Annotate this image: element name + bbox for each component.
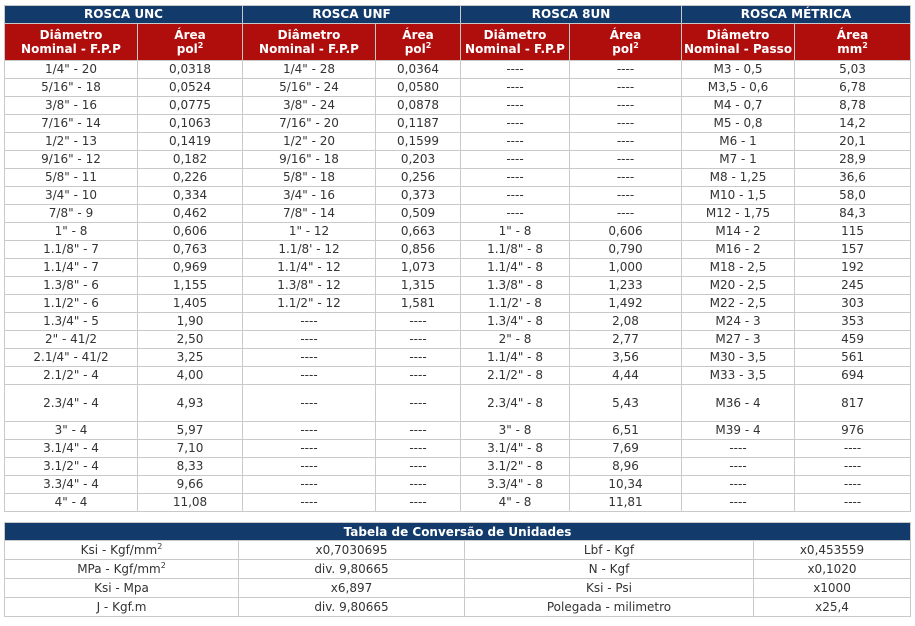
- table-cell: 3/4" - 16: [243, 187, 376, 205]
- table-cell: ----: [570, 133, 682, 151]
- table-cell: ----: [243, 331, 376, 349]
- thread-column-header: [682, 24, 795, 61]
- table-cell: M22 - 2,5: [682, 295, 795, 313]
- table-cell: 0,373: [376, 187, 461, 205]
- table-cell: 3" - 4: [5, 422, 138, 440]
- conversion-cell-text: div. 9,80665: [314, 600, 389, 614]
- table-cell: ----: [461, 133, 570, 151]
- table-row: [5, 295, 911, 313]
- table-cell: 0,334: [138, 187, 243, 205]
- table-cell: 1/4" - 28: [243, 61, 376, 79]
- table-row: [5, 422, 911, 440]
- table-cell: ----: [570, 205, 682, 223]
- table-cell: 1" - 8: [5, 223, 138, 241]
- column-header-line1: Área: [836, 28, 869, 42]
- table-row: [5, 349, 911, 367]
- conversion-table-title: Tabela de Conversão de Unidades: [5, 523, 911, 541]
- table-cell: 0,203: [376, 151, 461, 169]
- conversion-cell-text: Ksi - Kgf/mm: [80, 543, 158, 557]
- column-header-line1: Área: [174, 28, 206, 42]
- table-cell: 6,78: [795, 79, 911, 97]
- table-cell: 14,2: [795, 115, 911, 133]
- table-row: [5, 97, 911, 115]
- table-cell: 0,606: [138, 223, 243, 241]
- table-cell: 1,492: [570, 295, 682, 313]
- table-cell: M6 - 1: [682, 133, 795, 151]
- conversion-row: [5, 560, 911, 579]
- table-cell: 353: [795, 313, 911, 331]
- conversion-cell-text: Polegada - milimetro: [546, 600, 672, 614]
- conversion-row: [5, 598, 911, 617]
- column-header-line2: Nominal - F.P.P: [259, 42, 359, 56]
- conversion-cell: [465, 560, 754, 579]
- column-header-line2: pol: [612, 42, 634, 56]
- table-cell: 0,663: [376, 223, 461, 241]
- table-cell: M24 - 3: [682, 313, 795, 331]
- table-cell: ----: [570, 187, 682, 205]
- conversion-cell: [239, 560, 465, 579]
- conversion-cell: [465, 579, 754, 598]
- table-cell: ----: [461, 205, 570, 223]
- table-cell: 1/2" - 20: [243, 133, 376, 151]
- table-cell: ----: [570, 97, 682, 115]
- table-cell: ----: [461, 151, 570, 169]
- table-cell: 0,0318: [138, 61, 243, 79]
- table-row: [5, 331, 911, 349]
- table-cell: M33 - 3,5: [682, 367, 795, 385]
- table-cell: 192: [795, 259, 911, 277]
- thread-column-header: [461, 24, 570, 61]
- table-cell: ----: [243, 422, 376, 440]
- table-cell: 8,78: [795, 97, 911, 115]
- table-cell: 9,66: [138, 476, 243, 494]
- table-cell: 10,34: [570, 476, 682, 494]
- table-cell: 1,233: [570, 277, 682, 295]
- table-cell: M8 - 1,25: [682, 169, 795, 187]
- column-header-line2: pol: [404, 42, 426, 56]
- table-cell: 0,509: [376, 205, 461, 223]
- conversion-cell-text: x0,1020: [807, 562, 857, 576]
- table-cell: 1,155: [138, 277, 243, 295]
- table-cell: 2" - 41/2: [5, 331, 138, 349]
- table-cell: M3,5 - 0,6: [682, 79, 795, 97]
- table-cell: 7,69: [570, 440, 682, 458]
- table-cell: ----: [461, 97, 570, 115]
- table-cell: 2,77: [570, 331, 682, 349]
- table-cell: ----: [376, 422, 461, 440]
- table-cell: M5 - 0,8: [682, 115, 795, 133]
- column-header-line2: Nominal - F.P.P: [465, 42, 565, 56]
- table-cell: ----: [461, 79, 570, 97]
- table-cell: M3 - 0,5: [682, 61, 795, 79]
- conversion-cell: [239, 541, 465, 560]
- table-cell: 0,0524: [138, 79, 243, 97]
- unit-exponent: 2: [197, 41, 204, 50]
- column-header-line2: mm: [837, 42, 863, 56]
- table-cell: M12 - 1,75: [682, 205, 795, 223]
- table-cell: 1.1/2" - 12: [243, 295, 376, 313]
- table-cell: 0,0878: [376, 97, 461, 115]
- table-cell: 1.1/4" - 8: [461, 349, 570, 367]
- table-row: [5, 313, 911, 331]
- table-cell: 7/8" - 9: [5, 205, 138, 223]
- table-cell: 0,1419: [138, 133, 243, 151]
- conversion-cell-text: x25,4: [815, 600, 849, 614]
- table-cell: ----: [570, 79, 682, 97]
- table-cell: 0,0775: [138, 97, 243, 115]
- table-cell: 84,3: [795, 205, 911, 223]
- table-row: [5, 458, 911, 476]
- table-cell: ----: [243, 313, 376, 331]
- table-cell: 1.1/8' - 12: [243, 241, 376, 259]
- table-cell: 1,073: [376, 259, 461, 277]
- table-cell: 3,56: [570, 349, 682, 367]
- table-row: [5, 494, 911, 512]
- table-cell: 2.1/2" - 8: [461, 367, 570, 385]
- table-cell: 3.3/4" - 8: [461, 476, 570, 494]
- conversion-cell: [239, 579, 465, 598]
- thread-group-header: ROSCA 8UN: [461, 6, 682, 24]
- table-cell: 0,0364: [376, 61, 461, 79]
- conversion-cell: [5, 579, 239, 598]
- unit-exponent: 2: [160, 561, 166, 570]
- table-cell: ----: [682, 440, 795, 458]
- table-cell: ----: [795, 494, 911, 512]
- conversion-cell: [754, 560, 911, 579]
- table-cell: 5/16" - 24: [243, 79, 376, 97]
- table-cell: 7,10: [138, 440, 243, 458]
- table-cell: 0,1063: [138, 115, 243, 133]
- table-cell: 2.1/2" - 4: [5, 367, 138, 385]
- thread-column-header: [376, 24, 461, 61]
- table-row: [5, 187, 911, 205]
- conversion-cell: [465, 598, 754, 617]
- table-cell: ----: [243, 385, 376, 422]
- table-cell: 1.3/8" - 6: [5, 277, 138, 295]
- table-cell: ----: [461, 61, 570, 79]
- table-cell: ----: [376, 313, 461, 331]
- thread-table-body: [5, 61, 911, 512]
- table-cell: 8,96: [570, 458, 682, 476]
- table-cell: 0,606: [570, 223, 682, 241]
- table-cell: M18 - 2,5: [682, 259, 795, 277]
- table-cell: 2.3/4" - 8: [461, 385, 570, 422]
- table-cell: ----: [461, 169, 570, 187]
- table-cell: 7/16" - 20: [243, 115, 376, 133]
- table-cell: ----: [682, 458, 795, 476]
- thread-column-header: [138, 24, 243, 61]
- table-cell: 1,405: [138, 295, 243, 313]
- table-cell: 4" - 4: [5, 494, 138, 512]
- thread-area-table: [4, 5, 911, 512]
- thread-group-header: ROSCA MÉTRICA: [682, 6, 911, 24]
- column-header-line1: Diâmetro: [706, 28, 770, 42]
- table-cell: 0,969: [138, 259, 243, 277]
- table-cell: ----: [795, 476, 911, 494]
- table-row: [5, 385, 911, 422]
- conversion-cell: [465, 541, 754, 560]
- column-header-line2: Nominal - F.P.P: [21, 42, 121, 56]
- conversion-cell: [754, 579, 911, 598]
- table-cell: M20 - 2,5: [682, 277, 795, 295]
- table-cell: 36,6: [795, 169, 911, 187]
- table-cell: 1.3/8" - 12: [243, 277, 376, 295]
- table-cell: ----: [570, 151, 682, 169]
- table-row: [5, 223, 911, 241]
- table-cell: 3/8" - 16: [5, 97, 138, 115]
- table-cell: 1.1/2' - 8: [461, 295, 570, 313]
- table-cell: ----: [461, 115, 570, 133]
- table-cell: 0,462: [138, 205, 243, 223]
- table-cell: ----: [570, 61, 682, 79]
- table-row: [5, 115, 911, 133]
- table-cell: 5,43: [570, 385, 682, 422]
- column-header-line1: Área: [609, 28, 642, 42]
- table-cell: ----: [795, 458, 911, 476]
- table-cell: ----: [376, 385, 461, 422]
- table-cell: 5,97: [138, 422, 243, 440]
- table-cell: 9/16" - 18: [243, 151, 376, 169]
- table-cell: 28,9: [795, 151, 911, 169]
- table-cell: ----: [243, 494, 376, 512]
- table-cell: ----: [570, 169, 682, 187]
- table-cell: 1.1/2" - 6: [5, 295, 138, 313]
- table-cell: 4,00: [138, 367, 243, 385]
- table-row: [5, 440, 911, 458]
- table-cell: 0,1187: [376, 115, 461, 133]
- column-header-line1: Área: [402, 28, 434, 42]
- table-cell: 1" - 8: [461, 223, 570, 241]
- table-row: [5, 277, 911, 295]
- conversion-row: [5, 579, 911, 598]
- table-row: [5, 476, 911, 494]
- table-cell: 2,50: [138, 331, 243, 349]
- table-cell: 0,256: [376, 169, 461, 187]
- table-cell: 1,90: [138, 313, 243, 331]
- column-header-line2: pol: [176, 42, 198, 56]
- conversion-cell-text: Lbf - Kgf: [583, 543, 635, 557]
- table-cell: 5/8" - 11: [5, 169, 138, 187]
- conversion-row: [5, 541, 911, 560]
- unit-exponent: 2: [633, 41, 639, 50]
- table-cell: 5,03: [795, 61, 911, 79]
- table-cell: 1.3/4" - 5: [5, 313, 138, 331]
- conversion-cell: [5, 598, 239, 617]
- table-cell: 1/2" - 13: [5, 133, 138, 151]
- conversion-cell-text: J - Kgf.m: [96, 600, 147, 614]
- table-cell: 3/8" - 24: [243, 97, 376, 115]
- conversion-cell-text: MPa - Kgf/mm: [77, 562, 161, 576]
- table-cell: 459: [795, 331, 911, 349]
- table-cell: 7/8" - 14: [243, 205, 376, 223]
- table-cell: 11,08: [138, 494, 243, 512]
- table-row: [5, 169, 911, 187]
- conversion-cell-text: x0,453559: [799, 543, 865, 557]
- table-cell: ----: [243, 367, 376, 385]
- thread-column-header: [243, 24, 376, 61]
- thread-column-header: [795, 24, 911, 61]
- table-cell: 3.1/4" - 4: [5, 440, 138, 458]
- thread-column-header: [570, 24, 682, 61]
- table-cell: 3.3/4" - 4: [5, 476, 138, 494]
- table-cell: 0,790: [570, 241, 682, 259]
- table-row: [5, 241, 911, 259]
- conversion-cell: [239, 598, 465, 617]
- table-cell: ----: [376, 458, 461, 476]
- table-cell: 2" - 8: [461, 331, 570, 349]
- thread-group-header: ROSCA UNF: [243, 6, 461, 24]
- table-cell: 58,0: [795, 187, 911, 205]
- table-cell: 245: [795, 277, 911, 295]
- conversion-cell: [5, 541, 239, 560]
- table-cell: 0,763: [138, 241, 243, 259]
- table-cell: 9/16" - 12: [5, 151, 138, 169]
- table-cell: 3.1/4" - 8: [461, 440, 570, 458]
- conversion-cell-text: x6,897: [330, 581, 373, 595]
- unit-conversion-table: [4, 522, 911, 617]
- unit-exponent: 2: [862, 41, 868, 50]
- table-cell: 1,315: [376, 277, 461, 295]
- table-cell: ----: [682, 476, 795, 494]
- table-cell: ----: [243, 440, 376, 458]
- column-header-line1: Diâmetro: [39, 28, 103, 42]
- table-cell: ----: [243, 458, 376, 476]
- table-cell: 157: [795, 241, 911, 259]
- table-cell: M27 - 3: [682, 331, 795, 349]
- table-cell: 1" - 12: [243, 223, 376, 241]
- conversion-cell: [754, 598, 911, 617]
- conversion-cell-text: x1000: [813, 581, 851, 595]
- table-cell: M36 - 4: [682, 385, 795, 422]
- table-cell: ----: [243, 476, 376, 494]
- table-cell: 6,51: [570, 422, 682, 440]
- table-cell: 1/4" - 20: [5, 61, 138, 79]
- table-cell: ----: [795, 440, 911, 458]
- table-cell: ----: [376, 367, 461, 385]
- table-cell: 4" - 8: [461, 494, 570, 512]
- table-row: [5, 367, 911, 385]
- table-cell: ----: [570, 115, 682, 133]
- unit-exponent: 2: [425, 41, 432, 50]
- table-cell: 5/16" - 18: [5, 79, 138, 97]
- thread-group-header-row: [5, 6, 911, 24]
- table-cell: 976: [795, 422, 911, 440]
- table-cell: ----: [376, 440, 461, 458]
- table-cell: 817: [795, 385, 911, 422]
- conversion-cell-text: N - Kgf: [588, 562, 630, 576]
- table-cell: 694: [795, 367, 911, 385]
- thread-column-header: [5, 24, 138, 61]
- table-cell: 0,182: [138, 151, 243, 169]
- table-cell: M39 - 4: [682, 422, 795, 440]
- table-cell: 5/8" - 18: [243, 169, 376, 187]
- table-cell: 303: [795, 295, 911, 313]
- table-row: [5, 259, 911, 277]
- table-row: [5, 61, 911, 79]
- table-cell: 7/16" - 14: [5, 115, 138, 133]
- table-cell: ----: [682, 494, 795, 512]
- thread-column-header-row: [5, 24, 911, 61]
- table-cell: 0,856: [376, 241, 461, 259]
- table-cell: 4,44: [570, 367, 682, 385]
- table-cell: 3,25: [138, 349, 243, 367]
- table-cell: 20,1: [795, 133, 911, 151]
- table-cell: 4,93: [138, 385, 243, 422]
- table-cell: ----: [461, 187, 570, 205]
- table-cell: 0,1599: [376, 133, 461, 151]
- table-cell: ----: [376, 476, 461, 494]
- table-cell: 2,08: [570, 313, 682, 331]
- column-header-line1: Diâmetro: [277, 28, 341, 42]
- conversion-cell-text: div. 9,80665: [314, 562, 389, 576]
- table-cell: 8,33: [138, 458, 243, 476]
- unit-exponent: 2: [157, 542, 163, 551]
- table-cell: 1.3/8" - 8: [461, 277, 570, 295]
- table-cell: 11,81: [570, 494, 682, 512]
- table-cell: M16 - 2: [682, 241, 795, 259]
- conversion-cell-text: x0,7030695: [315, 543, 388, 557]
- table-cell: 1.3/4" - 8: [461, 313, 570, 331]
- table-cell: 2.3/4" - 4: [5, 385, 138, 422]
- table-row: [5, 205, 911, 223]
- table-cell: 1.1/8" - 8: [461, 241, 570, 259]
- table-cell: 1,581: [376, 295, 461, 313]
- table-cell: 3.1/2" - 8: [461, 458, 570, 476]
- table-cell: 0,226: [138, 169, 243, 187]
- table-row: [5, 79, 911, 97]
- table-row: [5, 151, 911, 169]
- table-cell: 3" - 8: [461, 422, 570, 440]
- table-cell: M30 - 3,5: [682, 349, 795, 367]
- table-cell: ----: [376, 494, 461, 512]
- table-cell: M7 - 1: [682, 151, 795, 169]
- table-cell: 0,0580: [376, 79, 461, 97]
- table-row: [5, 133, 911, 151]
- table-cell: 3.1/2" - 4: [5, 458, 138, 476]
- thread-group-header: ROSCA UNC: [5, 6, 243, 24]
- column-header-line1: Diâmetro: [483, 28, 547, 42]
- table-cell: ----: [376, 349, 461, 367]
- table-cell: 1.1/4" - 7: [5, 259, 138, 277]
- column-header-line2: Nominal - Passo: [683, 42, 793, 56]
- table-cell: ----: [376, 331, 461, 349]
- table-cell: 3/4" - 10: [5, 187, 138, 205]
- table-cell: 1.1/8" - 7: [5, 241, 138, 259]
- table-cell: 2.1/4" - 41/2: [5, 349, 138, 367]
- conversion-table-body: [5, 541, 911, 617]
- table-cell: 1.1/4" - 12: [243, 259, 376, 277]
- table-cell: M4 - 0,7: [682, 97, 795, 115]
- conversion-cell-text: Ksi - Mpa: [94, 581, 149, 595]
- table-cell: 115: [795, 223, 911, 241]
- table-cell: ----: [243, 349, 376, 367]
- conversion-cell: [754, 541, 911, 560]
- conversion-cell: [5, 560, 239, 579]
- table-cell: M10 - 1,5: [682, 187, 795, 205]
- table-cell: 561: [795, 349, 911, 367]
- table-cell: 1,000: [570, 259, 682, 277]
- table-cell: M14 - 2: [682, 223, 795, 241]
- conversion-cell-text: Ksi - Psi: [585, 581, 633, 595]
- table-cell: 1.1/4" - 8: [461, 259, 570, 277]
